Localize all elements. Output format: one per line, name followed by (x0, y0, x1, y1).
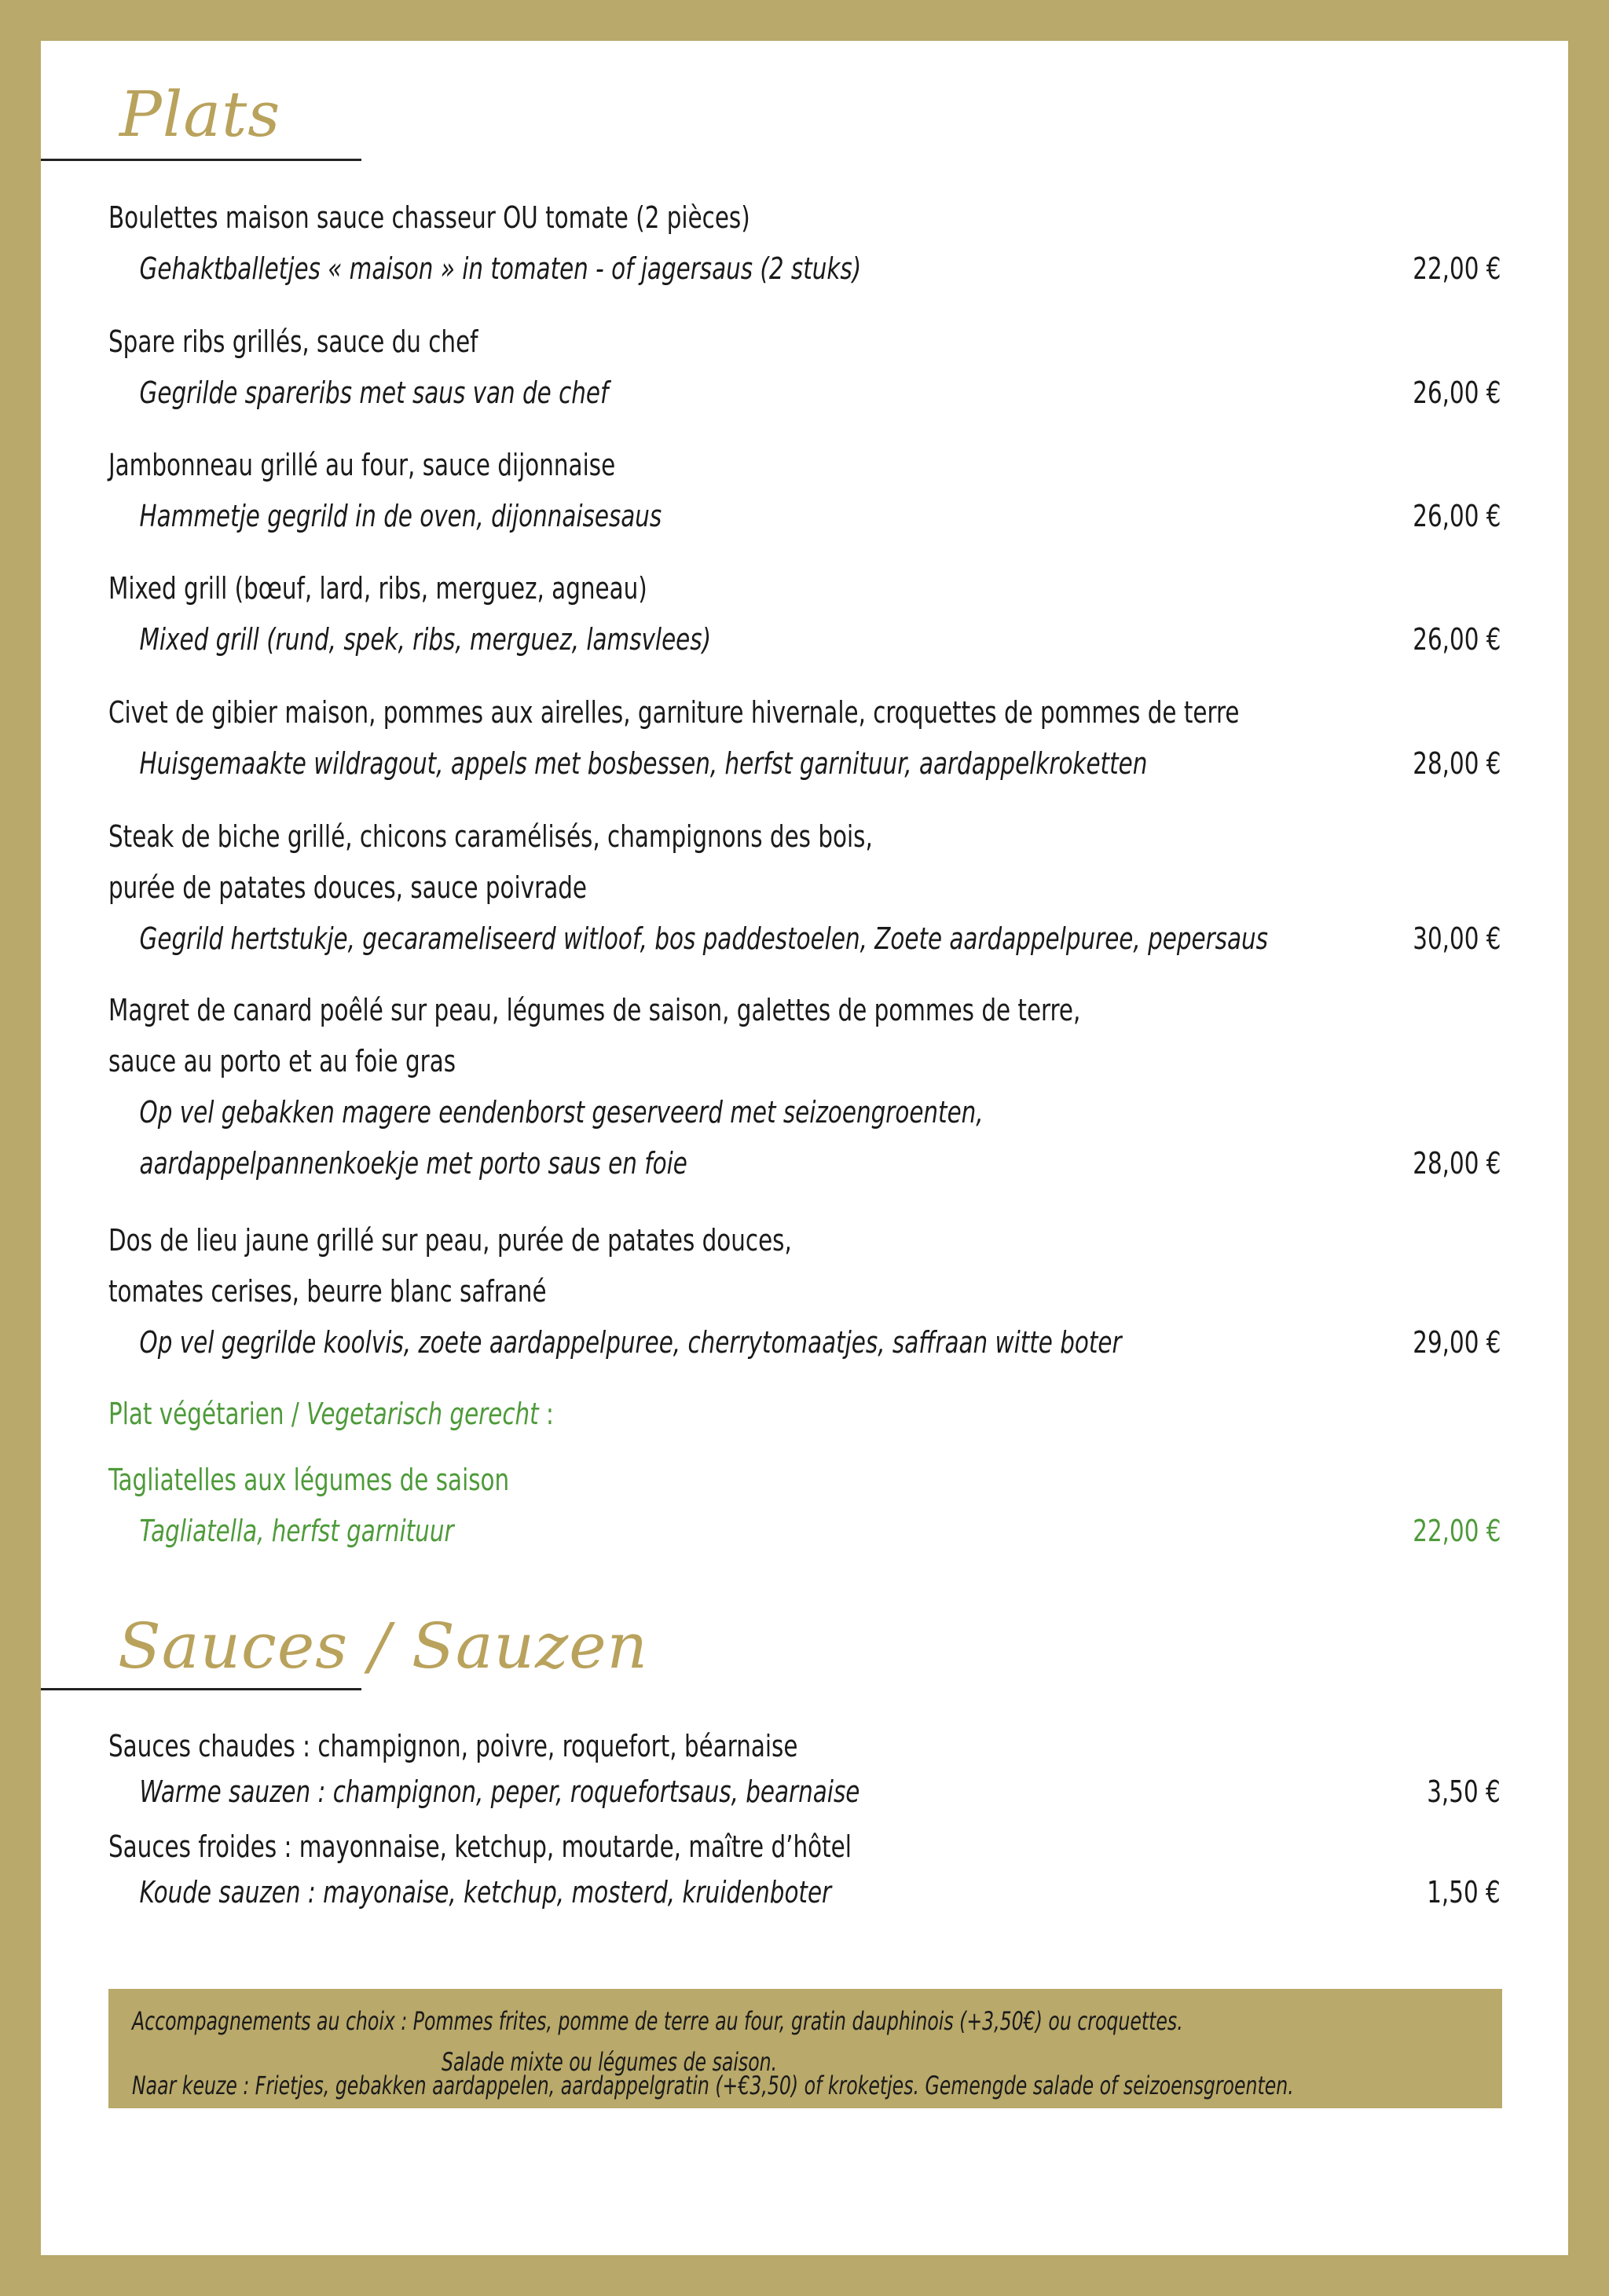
item-price: 26,00 € (1412, 375, 1501, 410)
item-name-fr: tomates cerises, beurre blanc safrané (108, 1274, 547, 1309)
title-underline-sauces (41, 1688, 361, 1690)
item-name-fr: Steak de biche grillé, chicons caramélisés, champignons des bois, (108, 819, 873, 854)
item-name-fr: purée de patates douces, sauce poivrade (108, 870, 587, 905)
item-name-fr: Sauces froides : mayonnaise, ketchup, moutarde, maître d’hôtel (108, 1829, 852, 1864)
menu-item-magret (108, 993, 1501, 1181)
item-name-nl: Gegrild hertstukje, gecarameliseerd witloof, bos paddestoelen, Zoete aardappelpuree, pepersaus (139, 921, 1268, 956)
item-name-nl: Hammetje gegrild in de oven, dijonnaisesaus (139, 499, 662, 533)
menu-item-steak-biche (108, 819, 1501, 956)
item-name-nl: Mixed grill (rund, spek, ribs, merguez, lamsvlees) (139, 622, 712, 657)
item-name-nl: Warme sauzen : champignon, peper, roquefortsaus, bearnaise (139, 1774, 860, 1809)
item-name-fr: sauce au porto et au foie gras (108, 1044, 456, 1078)
item-name-fr: Jambonneau grillé au four, sauce dijonnaise (108, 448, 616, 482)
item-name-fr: Sauces chaudes : champignon, poivre, roquefort, béarnaise (108, 1729, 798, 1763)
item-name-nl: Op vel gegrilde koolvis, zoete aardappelpuree, cherrytomaatjes, saffraan witte boter (139, 1325, 1122, 1360)
item-name-nl: Gehaktballetjes « maison » in tomaten - of jagersaus (2 stuks) (139, 251, 862, 286)
vegetarian-heading-fr: Plat végétarien / (108, 1397, 307, 1431)
item-price: 30,00 € (1412, 921, 1501, 956)
item-price: 28,00 € (1412, 1146, 1501, 1181)
accompaniments-box (108, 1989, 1502, 2108)
vegetarian-heading-nl: Vegetarisch gerecht (306, 1397, 539, 1431)
menu-item-mixed-grill (108, 571, 1501, 657)
item-name-fr: Mixed grill (bœuf, lard, ribs, merguez, agneau) (108, 571, 647, 606)
section-title-sauces: Sauces / Sauzen (118, 1609, 649, 1683)
vegetarian-heading (108, 1399, 1501, 1429)
menu-item-civet (108, 695, 1501, 781)
item-name-nl: Huisgemaakte wildragout, appels met bosbessen, herfst garnituur, aardappelkroketten (139, 746, 1148, 781)
title-underline-plats (41, 159, 361, 161)
accompaniments-line-fr-2: Salade mixte ou légumes de saison. (442, 2047, 778, 2077)
item-price: 26,00 € (1412, 499, 1501, 533)
item-name-nl: Koude sauzen : mayonaise, ketchup, mosterd, kruidenboter (139, 1875, 832, 1910)
menu-item-lieu-jaune (108, 1223, 1501, 1360)
sauce-item-cold (108, 1829, 1501, 1910)
menu-item-boulettes (108, 200, 1501, 286)
item-name-fr: Boulettes maison sauce chasseur OU tomate (2 pièces) (108, 200, 750, 235)
accompaniments-line-fr: Accompagnements au choix : Pommes frites, pomme de terre au four, gratin dauphinois (+3,50€) ou croquettes. (132, 2006, 1183, 2036)
section-title-plats: Plats (119, 78, 281, 151)
item-price: 22,00 € (1412, 1514, 1501, 1548)
menu-page (41, 41, 1568, 2255)
item-name-nl: aardappelpannenkoekje met porto saus en foie (139, 1146, 687, 1181)
sauce-item-hot (108, 1731, 1501, 1807)
item-price: 29,00 € (1412, 1325, 1501, 1360)
item-name-fr: Dos de lieu jaune grillé sur peau, purée de patates douces, (108, 1223, 792, 1258)
item-price: 1,50 € (1427, 1875, 1501, 1910)
item-name-nl: Tagliatella, herfst garnituur (139, 1514, 454, 1548)
item-price: 3,50 € (1427, 1774, 1501, 1809)
accompaniments-line-nl: Naar keuze : Frietjes, gebakken aardappelen, aardappelgratin (+€3,50) of kroketjes. Gemengde salade of seizoensgroenten. (132, 2071, 1294, 2100)
vegetarian-heading-suffix: : (538, 1397, 554, 1431)
item-name-fr: Civet de gibier maison, pommes aux airelles, garniture hivernale, croquettes de pommes de terre (108, 695, 1240, 730)
item-name-nl: Gegrilde spareribs met saus van de chef (139, 375, 609, 410)
item-price: 26,00 € (1412, 622, 1501, 657)
item-price: 28,00 € (1412, 746, 1501, 781)
item-name-fr: Tagliatelles aux légumes de saison (108, 1463, 510, 1497)
menu-item-tagliatelles (108, 1465, 1501, 1546)
item-price: 22,00 € (1412, 251, 1501, 286)
item-name-fr: Magret de canard poêlé sur peau, légumes de saison, galettes de pommes de terre, (108, 993, 1081, 1027)
menu-item-jambonneau (108, 450, 1501, 531)
item-name-nl: Op vel gebakken magere eendenborst geserveerd met seizoengroenten, (139, 1095, 984, 1130)
item-name-fr: Spare ribs grillés, sauce du chef (108, 324, 478, 359)
menu-item-spare-ribs (108, 324, 1501, 410)
